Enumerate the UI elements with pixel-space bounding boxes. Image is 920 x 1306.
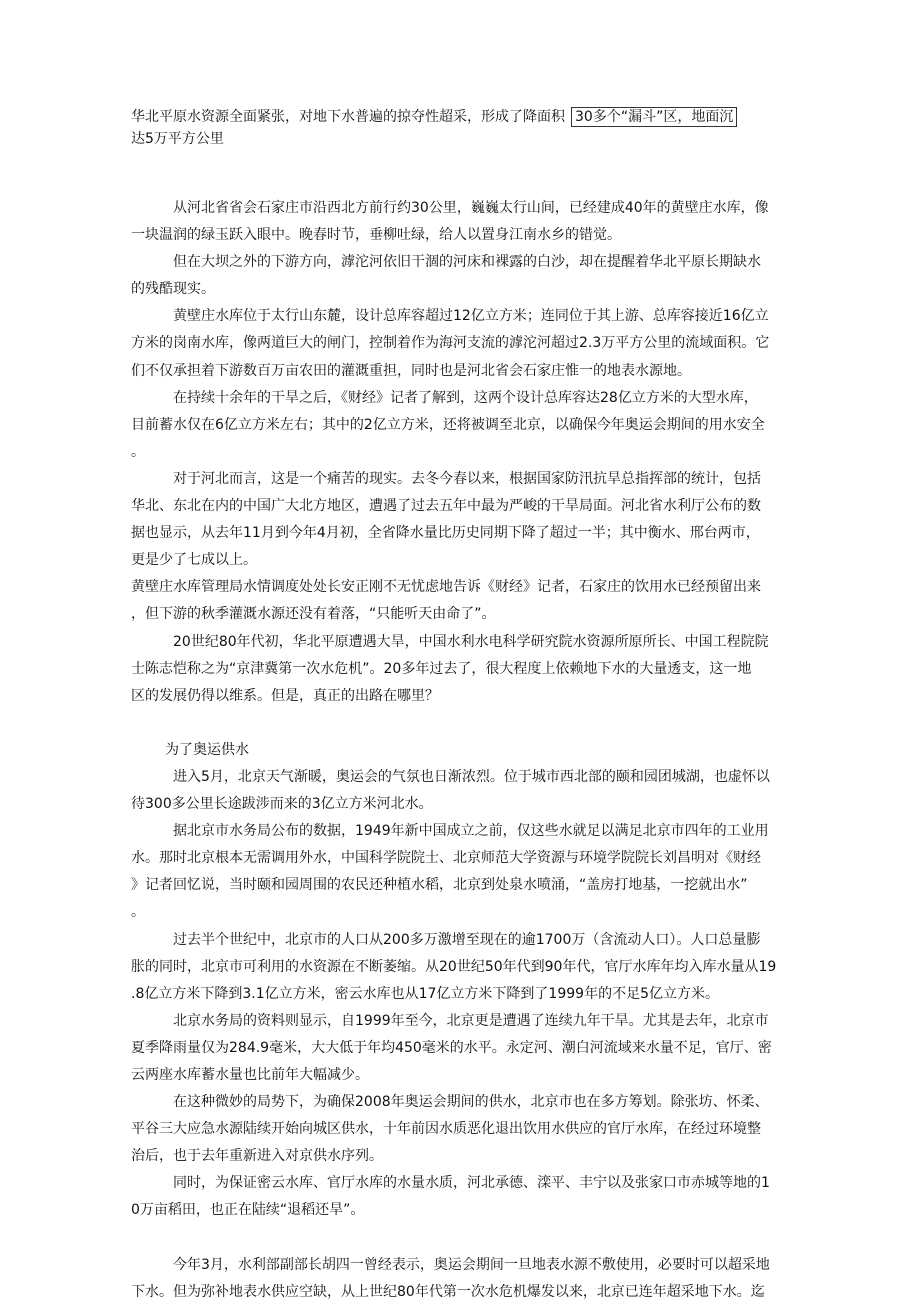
text-line: 夏季降雨量仅为284.9毫米，大大低于年均450毫米的水平。永定河、潮白河流域来水量不足，官厅、密 <box>131 1039 772 1056</box>
text-line: 胀的同时，北京市可利用的水资源在不断萎缩。从20世纪50年代到90年代，官厅水库年均入库水量从19 <box>131 958 777 975</box>
text-line: 平谷三大应急水源陆续开始向城区供水，十年前因水质恶化退出饮用水供应的官厅水库，在经过环境整 <box>131 1121 761 1138</box>
text-line: 据北京市水务局公布的数据，1949年新中国成立之前，仅这些水就足以满足北京市四年的工业用 <box>173 823 769 840</box>
text-line: 华北、东北在内的中国广大北方地区，遭遇了过去五年中最为严峻的干旱局面。河北省水利厅公布的数 <box>131 498 761 515</box>
text-line: 黄壁庄水库管理局水情调度处处长安正刚不无忧虑地告诉《财经》记者，石家庄的饮用水已经预留出来 <box>131 579 761 596</box>
blank-line <box>131 710 791 737</box>
text-line: 对于河北而言，这是一个痛苦的现实。去冬今春以来，根据国家防汛抗旱总指挥部的统计，包括 <box>173 470 761 487</box>
text-line: 》记者回忆说，当时颐和园周围的农民还种植水稻，北京到处泉水喷涌，“盖房打地基，一挖就出水” <box>131 877 748 894</box>
article-body <box>131 195 791 1306</box>
text-line: 方米的岗南水库，像两道巨大的闸门，控制着作为海河支流的滹沱河超过2.3万平方公里的流域面积。它 <box>131 335 770 352</box>
text-line: .8亿立方米下降到3.1亿立方米，密云水库也从17亿立方米下降到了1999年的不足5亿立方米。 <box>131 985 719 1002</box>
headline-line-1 <box>131 106 791 128</box>
text-line: 们不仅承担着下游数百万亩农田的灌溉重担，同时也是河北省会石家庄惟一的地表水源地。 <box>131 362 691 379</box>
text-line: 一块温润的绿玉跃入眼中。晚春时节，垂柳吐绿，给人以置身江南水乡的错觉。 <box>131 227 621 244</box>
text-line: 在持续十余年的干旱之后，《财经》记者了解到，这两个设计总库容达28亿立方米的大型水库， <box>173 389 758 406</box>
blank-line <box>131 1225 791 1252</box>
text-line: 云两座水库蓄水量也比前年大幅减少。 <box>131 1067 369 1083</box>
text-line: 士陈志恺称之为“京津冀第一次水危机”。20多年过去了，很大程度上依赖地下水的大量透支，这一地 <box>131 660 752 677</box>
text-line: 但在大坝之外的下游方向，滹沱河依旧干涸的河床和裸露的白沙，却在提醒着华北平原长期缺水 <box>173 254 761 271</box>
text-line: 进入5月，北京天气渐暖，奥运会的气氛也日渐浓烈。位于城市西北部的颐和园团城湖，也虚怀以 <box>173 768 770 785</box>
text-line: 。 <box>131 443 145 460</box>
headline <box>131 106 791 150</box>
text-line: 区的发展仍得以维系。但是，真正的出路在哪里？ <box>131 687 439 704</box>
text-line: 待300多公里长途跋涉而来的3亿立方米河北水。 <box>131 796 433 813</box>
text-line: 的残酷现实。 <box>131 281 215 298</box>
text-line: 目前蓄水仅在6亿立方米左右；其中的2亿立方米，还将被调至北京，以确保今年奥运会期间的用水安全 <box>131 416 765 433</box>
headline-text: 华北平原水资源全面紧张，对地下水普遍的掠夺性超采，形成了降面积 <box>131 109 565 125</box>
text-line: 同时，为保证密云水库、官厅水库的水量水质，河北承德、滦平、丰宁以及张家口市赤城等地的1 <box>173 1175 770 1192</box>
text-line: 在这种微妙的局势下，为确保2008年奥运会期间的供水，北京市也在多方筹划。除张坊、怀柔、 <box>173 1094 769 1111</box>
text-line: 过去半个世纪中，北京市的人口从200多万激增至现在的逾1700万（含流动人口）。人口总量膨 <box>173 931 761 948</box>
text-line: 0万亩稻田，也正在陆续“退稻还旱”。 <box>131 1202 365 1219</box>
text-line: 治后，也于去年重新进入对京供水序列。 <box>131 1148 383 1165</box>
headline-line-2: 达5万平方公里 <box>131 131 224 147</box>
text-line: ，但下游的秋季灌溉水源还没有着落，“只能听天由命了”。 <box>131 606 496 623</box>
text-line: 北京水务局的资料则显示，自1999年至今，北京更是遭遇了连续九年干旱。尤其是去年，北京市 <box>173 1012 769 1029</box>
text-line: 据也显示，从去年11月到今年4月初，全省降水量比历史同期下降了超过一半；其中衡水、邢台两市， <box>131 525 760 542</box>
text-line: 今年3月，水利部副部长胡四一曾经表示，奥运会期间一旦地表水源不敷使用，必要时可以超采地 <box>173 1256 770 1273</box>
text-line: 。 <box>131 904 145 921</box>
text-line: 黄壁庄水库位于太行山东麓，设计总库容超过12亿立方米；连同位于其上游、总库容接近16亿立 <box>173 308 769 325</box>
text-line: 更是少了七成以上。 <box>131 552 257 569</box>
section-heading: 为了奥运供水 <box>165 741 249 758</box>
text-line: 水。那时北京根本无需调用外水，中国科学院院士、北京师范大学资源与环境学院院长刘昌明对《财经 <box>131 850 761 867</box>
text-line: 下水。但为弥补地表水供应空缺，从上世纪80年代第一次水危机爆发以来，北京已连年超采地下水。迄 <box>131 1283 765 1300</box>
text-line: 20世纪80年代初，华北平原遭遇大旱，中国水利水电科学研究院水资源所原所长、中国工程院院 <box>173 633 769 650</box>
text-line: 从河北省省会石家庄市沿西北方前行约30公里，巍巍太行山间，已经建成40年的黄壁庄水库，像 <box>173 200 769 216</box>
headline-boxed-text: 30多个“漏斗”区，地面沉 <box>571 107 737 127</box>
